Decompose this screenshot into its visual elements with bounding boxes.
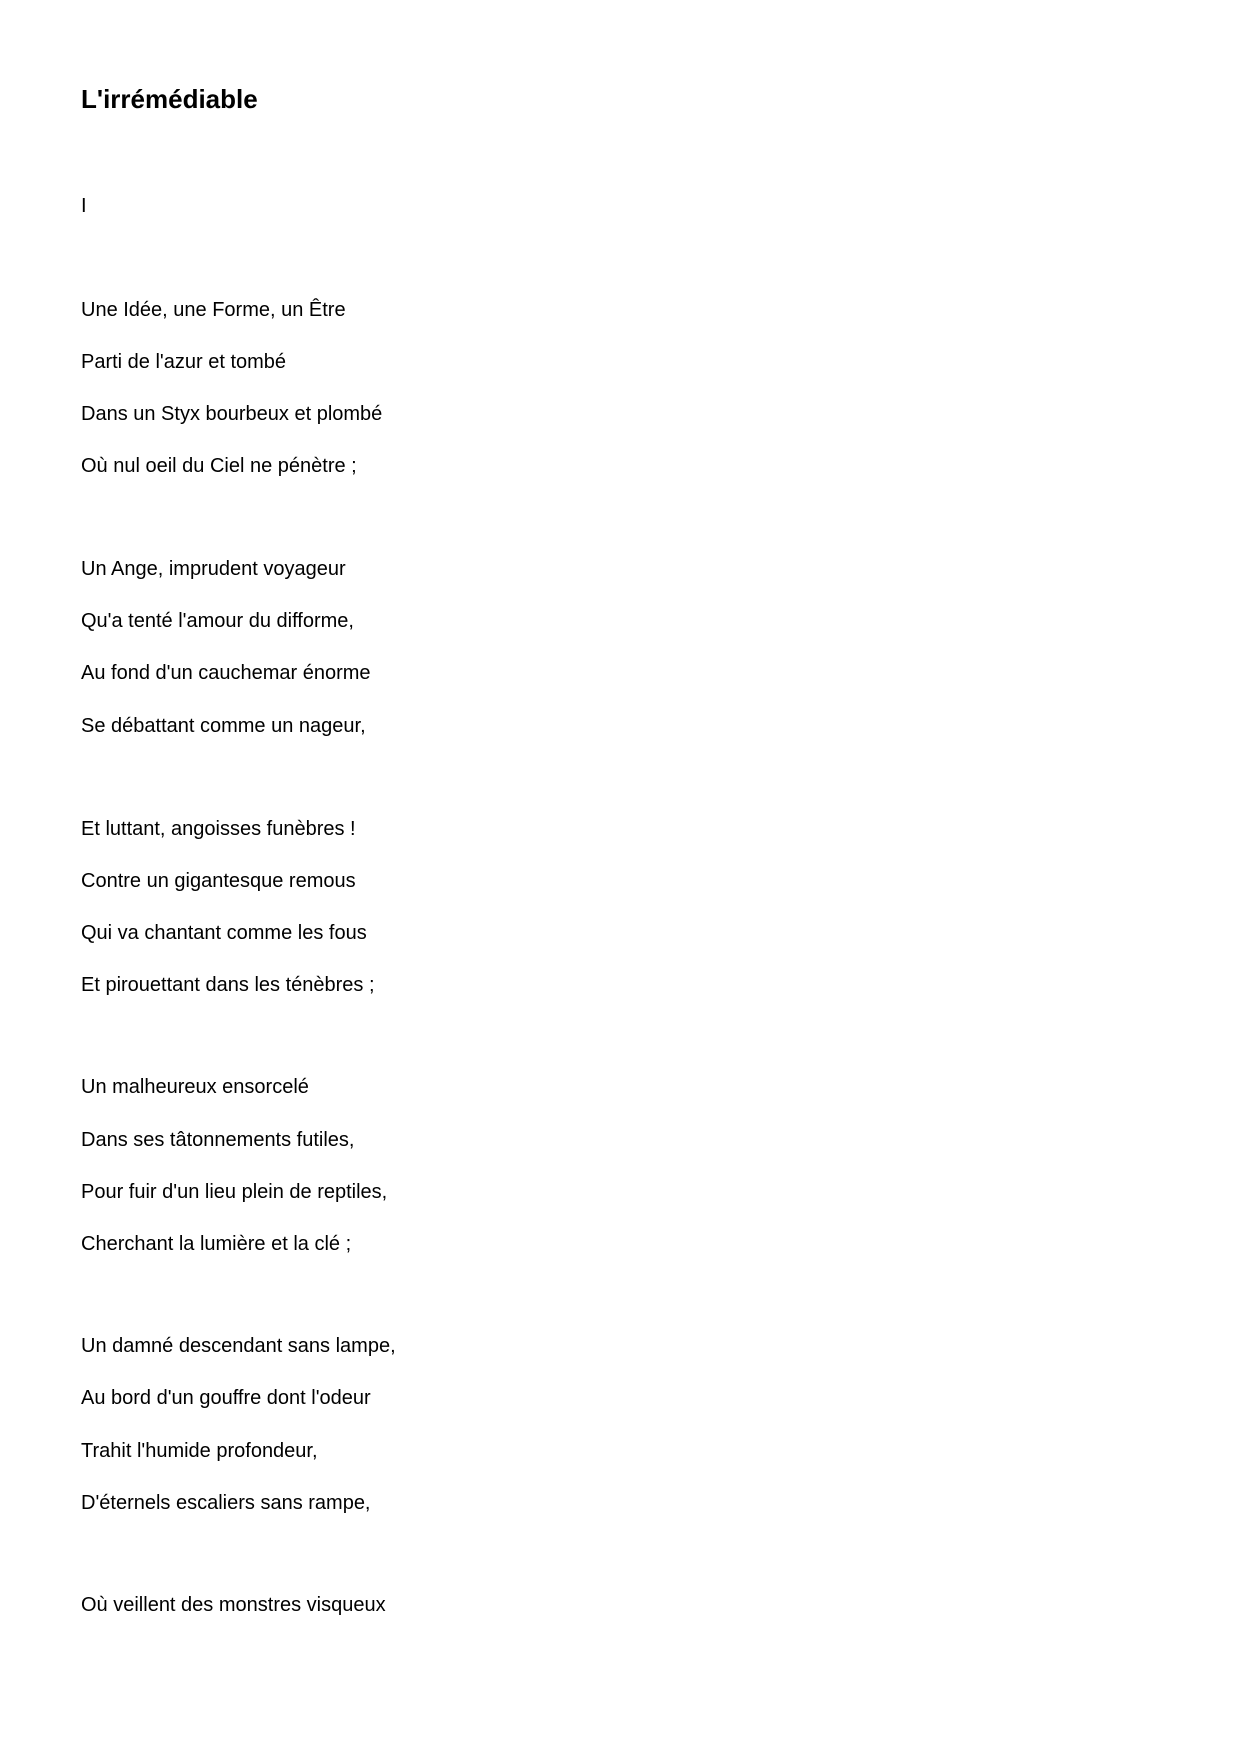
poem-line: Se débattant comme un nageur, (81, 715, 366, 737)
section-number: I (81, 195, 87, 217)
poem-line: Qu'a tenté l'amour du difforme, (81, 610, 354, 632)
poem-line: Parti de l'azur et tombé (81, 351, 287, 373)
poem-line: Où veillent des monstres visqueux (81, 1594, 386, 1616)
poem-line: Et pirouettant dans les ténèbres ; (81, 974, 375, 996)
poem-line: Contre un gigantesque remous (81, 870, 356, 892)
poem-line: Au fond d'un cauchemar énorme (81, 662, 371, 684)
poem-line: D'éternels escaliers sans rampe, (81, 1492, 371, 1514)
poem-line: Qui va chantant comme les fous (81, 922, 367, 944)
poem-line: Pour fuir d'un lieu plein de reptiles, (81, 1181, 388, 1203)
poem-title: L'irrémédiable (81, 84, 258, 114)
poem-line: Et luttant, angoisses funèbres ! (81, 818, 356, 840)
poem-line: Où nul oeil du Ciel ne pénètre ; (81, 455, 357, 477)
poem-line: Cherchant la lumière et la clé ; (81, 1233, 352, 1255)
poem-line: Dans ses tâtonnements futiles, (81, 1129, 355, 1151)
poem-line: Une Idée, une Forme, un Être (81, 299, 346, 321)
poem-line: Au bord d'un gouffre dont l'odeur (81, 1387, 371, 1409)
poem-line: Trahit l'humide profondeur, (81, 1440, 318, 1462)
poem-line: Dans un Styx bourbeux et plombé (81, 403, 383, 425)
poem-line: Un malheureux ensorcelé (81, 1076, 309, 1098)
poem-line: Un damné descendant sans lampe, (81, 1335, 396, 1357)
poem-line: Un Ange, imprudent voyageur (81, 558, 346, 580)
